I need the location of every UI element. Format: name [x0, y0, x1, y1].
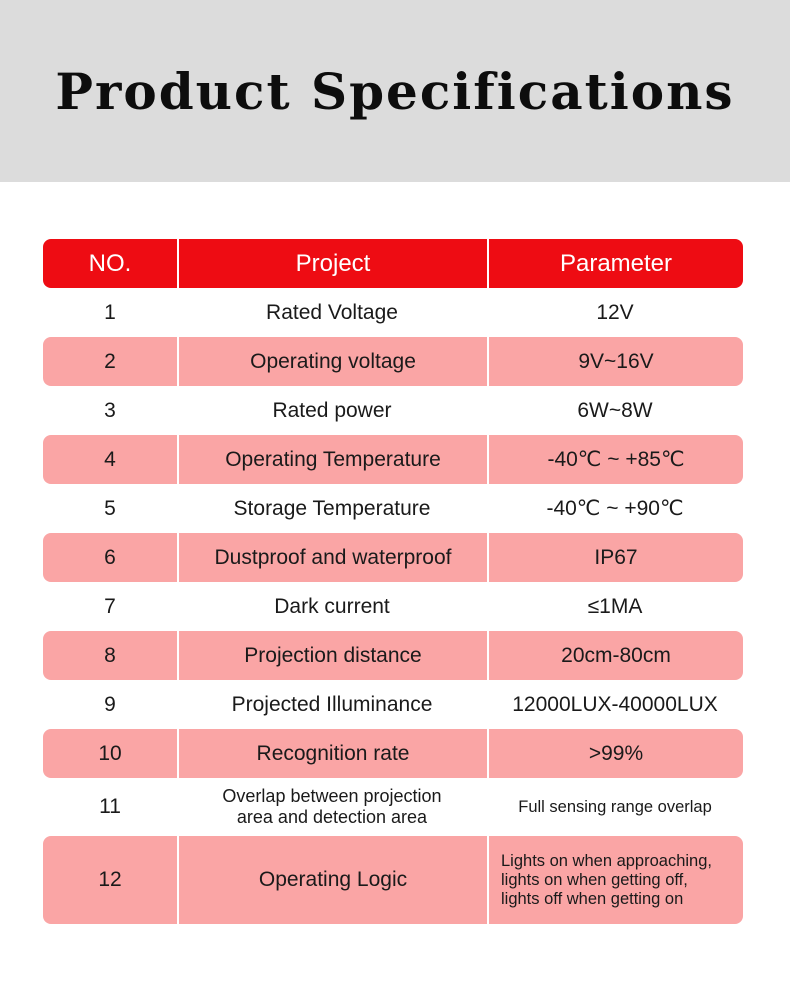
- row-number: 2: [43, 337, 177, 386]
- row-parameter: 12000LUX-40000LUX: [512, 692, 718, 716]
- row-parameter: 12V: [596, 300, 634, 324]
- table-row: [43, 484, 743, 533]
- row-number: 7: [104, 594, 116, 618]
- table-row: [43, 337, 743, 386]
- column-header-parameter: Parameter: [487, 239, 743, 288]
- table-row: [43, 386, 743, 435]
- row-number: 6: [43, 533, 177, 582]
- title-banner: [0, 0, 790, 182]
- row-number: 11: [99, 795, 121, 818]
- table-row: [43, 582, 743, 631]
- column-header-no: NO.: [43, 239, 177, 288]
- row-project: Operating Temperature: [177, 435, 487, 484]
- row-project: Projection distance: [177, 631, 487, 680]
- row-parameter: ≤1MA: [587, 594, 643, 618]
- row-project: Dustproof and waterproof: [177, 533, 487, 582]
- row-parameter: 6W~8W: [577, 398, 653, 422]
- row-parameter: Full sensing range overlap: [518, 797, 712, 816]
- table-row: [43, 729, 743, 778]
- row-parameter: Lights on when approaching, lights on when getting off, lights off when getting on: [487, 836, 743, 924]
- row-parameter: -40℃ ~ +85℃: [487, 435, 743, 484]
- row-number: 3: [104, 398, 116, 422]
- table-header-row: [43, 239, 743, 288]
- table-row: [43, 435, 743, 484]
- table-row: [43, 631, 743, 680]
- row-number: 1: [104, 300, 116, 324]
- row-parameter: -40℃ ~ +90℃: [546, 497, 684, 520]
- table-row: [43, 533, 743, 582]
- column-header-project: Project: [177, 239, 487, 288]
- row-project: Projected Illuminance: [231, 692, 433, 716]
- row-project: Operating voltage: [177, 337, 487, 386]
- row-parameter: IP67: [487, 533, 743, 582]
- row-number: 9: [104, 692, 116, 716]
- row-project: Storage Temperature: [233, 496, 431, 520]
- table-row: [43, 836, 743, 924]
- row-project: Overlap between projection area and detection area: [222, 786, 442, 827]
- row-project: Recognition rate: [177, 729, 487, 778]
- row-project: Rated Voltage: [266, 300, 398, 324]
- row-number: 4: [43, 435, 177, 484]
- row-project: Dark current: [274, 594, 390, 618]
- row-number: 10: [43, 729, 177, 778]
- row-parameter: 9V~16V: [487, 337, 743, 386]
- row-number: 12: [43, 836, 177, 924]
- table-row: [43, 288, 743, 337]
- row-project: Operating Logic: [177, 836, 487, 924]
- row-number: 8: [43, 631, 177, 680]
- row-parameter: >99%: [487, 729, 743, 778]
- row-number: 5: [104, 496, 116, 520]
- spec-table: [43, 239, 743, 924]
- table-row: [43, 778, 743, 836]
- row-parameter: 20cm-80cm: [487, 631, 743, 680]
- table-row: [43, 680, 743, 729]
- row-project: Rated power: [272, 398, 392, 422]
- page-title: Product Specifications: [55, 61, 735, 121]
